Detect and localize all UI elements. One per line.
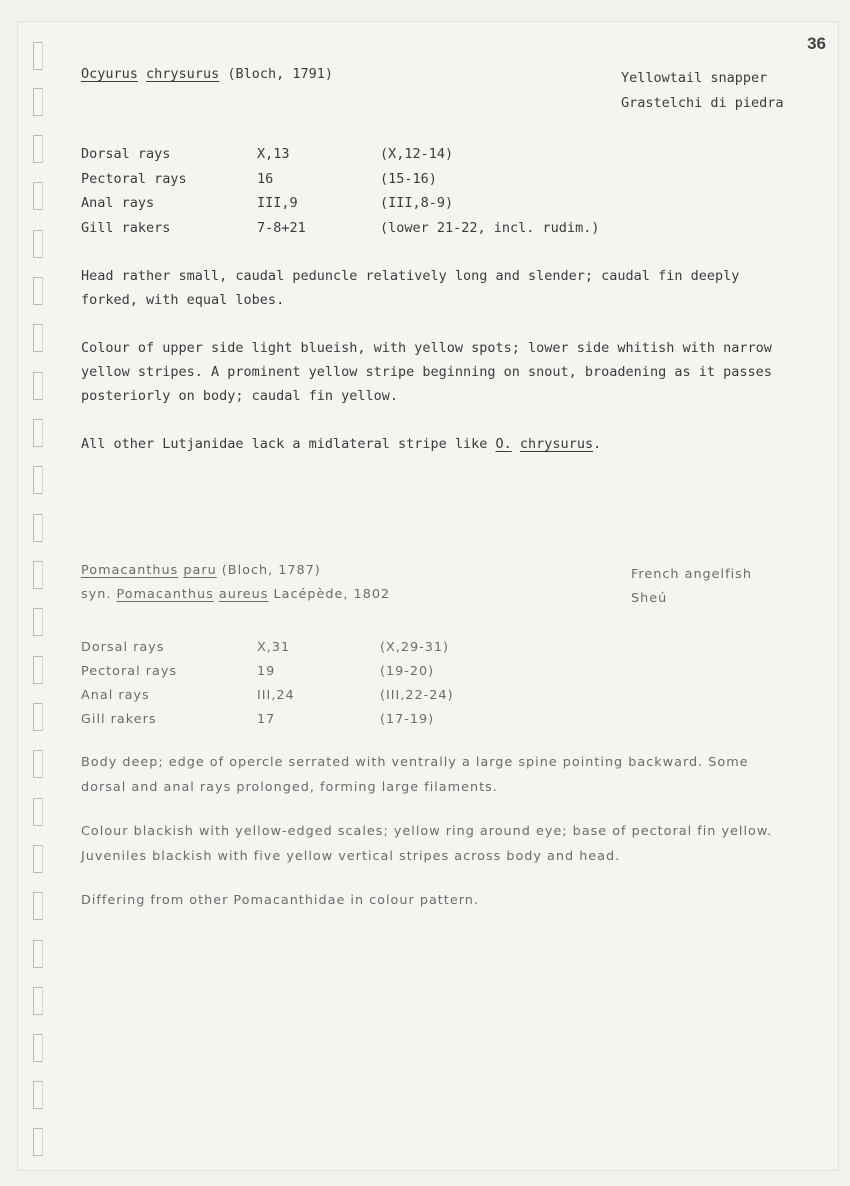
common-name-english: French angelfish	[631, 567, 752, 582]
meristic-value: III,9	[257, 195, 298, 212]
binding-hole	[33, 703, 43, 731]
meristics-row	[81, 142, 599, 167]
meristic-range: (III,8-9)	[380, 195, 454, 212]
comparison-paragraph	[81, 432, 786, 456]
meristic-value: 17	[257, 711, 276, 727]
meristic-label: Dorsal rays	[81, 146, 171, 163]
meristics-row	[81, 167, 599, 192]
meristic-label: Pectoral rays	[81, 170, 187, 187]
scientific-genus: Ocyurus	[81, 66, 138, 82]
binding-hole	[33, 798, 43, 826]
common-name-local: Grastelchi di piedra	[621, 95, 784, 111]
binding-hole	[33, 135, 43, 163]
meristic-label: Anal rays	[81, 195, 155, 212]
meristic-value: X,31	[257, 639, 291, 655]
meristic-range: (17-19)	[380, 711, 435, 727]
colour-paragraph: Colour blackish with yellow-edged scales; yellow ring around eye; base of pectoral fin yellow.	[81, 824, 773, 839]
binding-hole	[33, 656, 43, 684]
species-title	[81, 66, 801, 111]
meristics-row	[81, 635, 454, 659]
binding-hole	[33, 608, 43, 636]
species-author: (Bloch, 1791)	[227, 66, 334, 82]
binding-hole	[33, 466, 43, 494]
meristic-range: (III,22-24)	[380, 687, 454, 703]
scientific-species: chrysurus	[146, 66, 220, 82]
meristics-table	[81, 635, 454, 731]
comparison-genus: O.	[495, 436, 512, 452]
page-number: 36	[807, 34, 826, 53]
common-names	[621, 66, 784, 116]
meristic-range: (lower 21-22, incl. rudim.)	[380, 219, 600, 236]
binding-hole	[33, 277, 43, 305]
scientific-genus: Pomacanthus	[81, 563, 179, 578]
species-entry-ocyurus	[81, 66, 801, 456]
comparison-species: chrysurus	[519, 436, 594, 452]
scientific-species: paru	[183, 563, 217, 578]
synonym-line	[81, 587, 801, 611]
binding-hole	[33, 1034, 43, 1062]
binding-hole	[33, 1128, 43, 1156]
meristic-label: Gill rakers	[81, 219, 171, 236]
meristic-range: (X,29-31)	[380, 639, 450, 655]
meristic-range: (19-20)	[380, 663, 435, 679]
meristic-value: 19	[257, 663, 276, 679]
binding-hole	[33, 42, 43, 70]
juveniles-paragraph: Juveniles blackish with five yellow vertical stripes across body and head.	[81, 848, 621, 864]
binding-hole	[33, 892, 43, 920]
meristics-table	[81, 142, 599, 240]
meristic-label: Dorsal rays	[81, 639, 165, 655]
synonym-prefix: syn.	[81, 587, 112, 602]
colour-paragraph: Colour of upper side light blueish, with yellow spots; lower side whitish with narrow yellow stripes. A prominent yellow stripe beginning on snout, broadening as it passes posteriorly on body; caudal fin yellow.	[81, 340, 772, 404]
binding-hole	[33, 372, 43, 400]
synonym-species: aureus	[218, 587, 269, 602]
binding-hole	[33, 514, 43, 542]
meristic-value: III,24	[257, 687, 295, 703]
meristic-label: Anal rays	[81, 687, 150, 703]
synonym-author: Lacépède, 1802	[273, 587, 391, 602]
binding-hole	[33, 940, 43, 968]
binding-hole	[33, 987, 43, 1015]
binding-hole	[33, 324, 43, 352]
common-name-local: Sheú	[631, 591, 668, 606]
binding-hole	[33, 88, 43, 116]
meristic-label: Pectoral rays	[81, 663, 178, 679]
species-entry-pomacanthus	[81, 563, 801, 914]
description-paragraph: Body deep; edge of opercle serrated with ventrally a large spine pointing backward. Some dorsal and anal rays prolonged, forming large filaments.	[81, 755, 749, 795]
meristic-value: X,13	[257, 146, 290, 163]
meristic-label: Gill rakers	[81, 711, 157, 727]
meristic-value: 16	[257, 170, 274, 187]
binding-hole	[33, 419, 43, 447]
comparison-text: All other Lutjanidae lack a midlateral stripe like	[81, 436, 496, 452]
binding-hole	[33, 182, 43, 210]
meristics-row	[81, 707, 454, 731]
meristic-range: (X,12-14)	[380, 146, 454, 163]
common-name-english: Yellowtail snapper	[621, 70, 768, 86]
species-author: (Bloch, 1787)	[221, 563, 321, 578]
binding-hole	[33, 750, 43, 778]
binding-hole	[33, 1081, 43, 1109]
binding-hole	[33, 845, 43, 873]
comparison-paragraph: Differing from other Pomacanthidae in colour pattern.	[81, 893, 479, 908]
meristic-range: (15-16)	[380, 170, 437, 187]
meristics-row	[81, 659, 454, 683]
meristic-value: 7-8+21	[257, 219, 306, 236]
meristics-row	[81, 683, 454, 707]
comparison-suffix: .	[593, 436, 602, 452]
meristics-row	[81, 216, 599, 241]
binding-hole	[33, 230, 43, 258]
synonym-genus: Pomacanthus	[116, 587, 214, 602]
binding-hole	[33, 561, 43, 589]
meristics-row	[81, 191, 599, 216]
description-paragraph: Head rather small, caudal peduncle relatively long and slender; caudal fin deeply forked, with equal lobes.	[81, 268, 740, 308]
